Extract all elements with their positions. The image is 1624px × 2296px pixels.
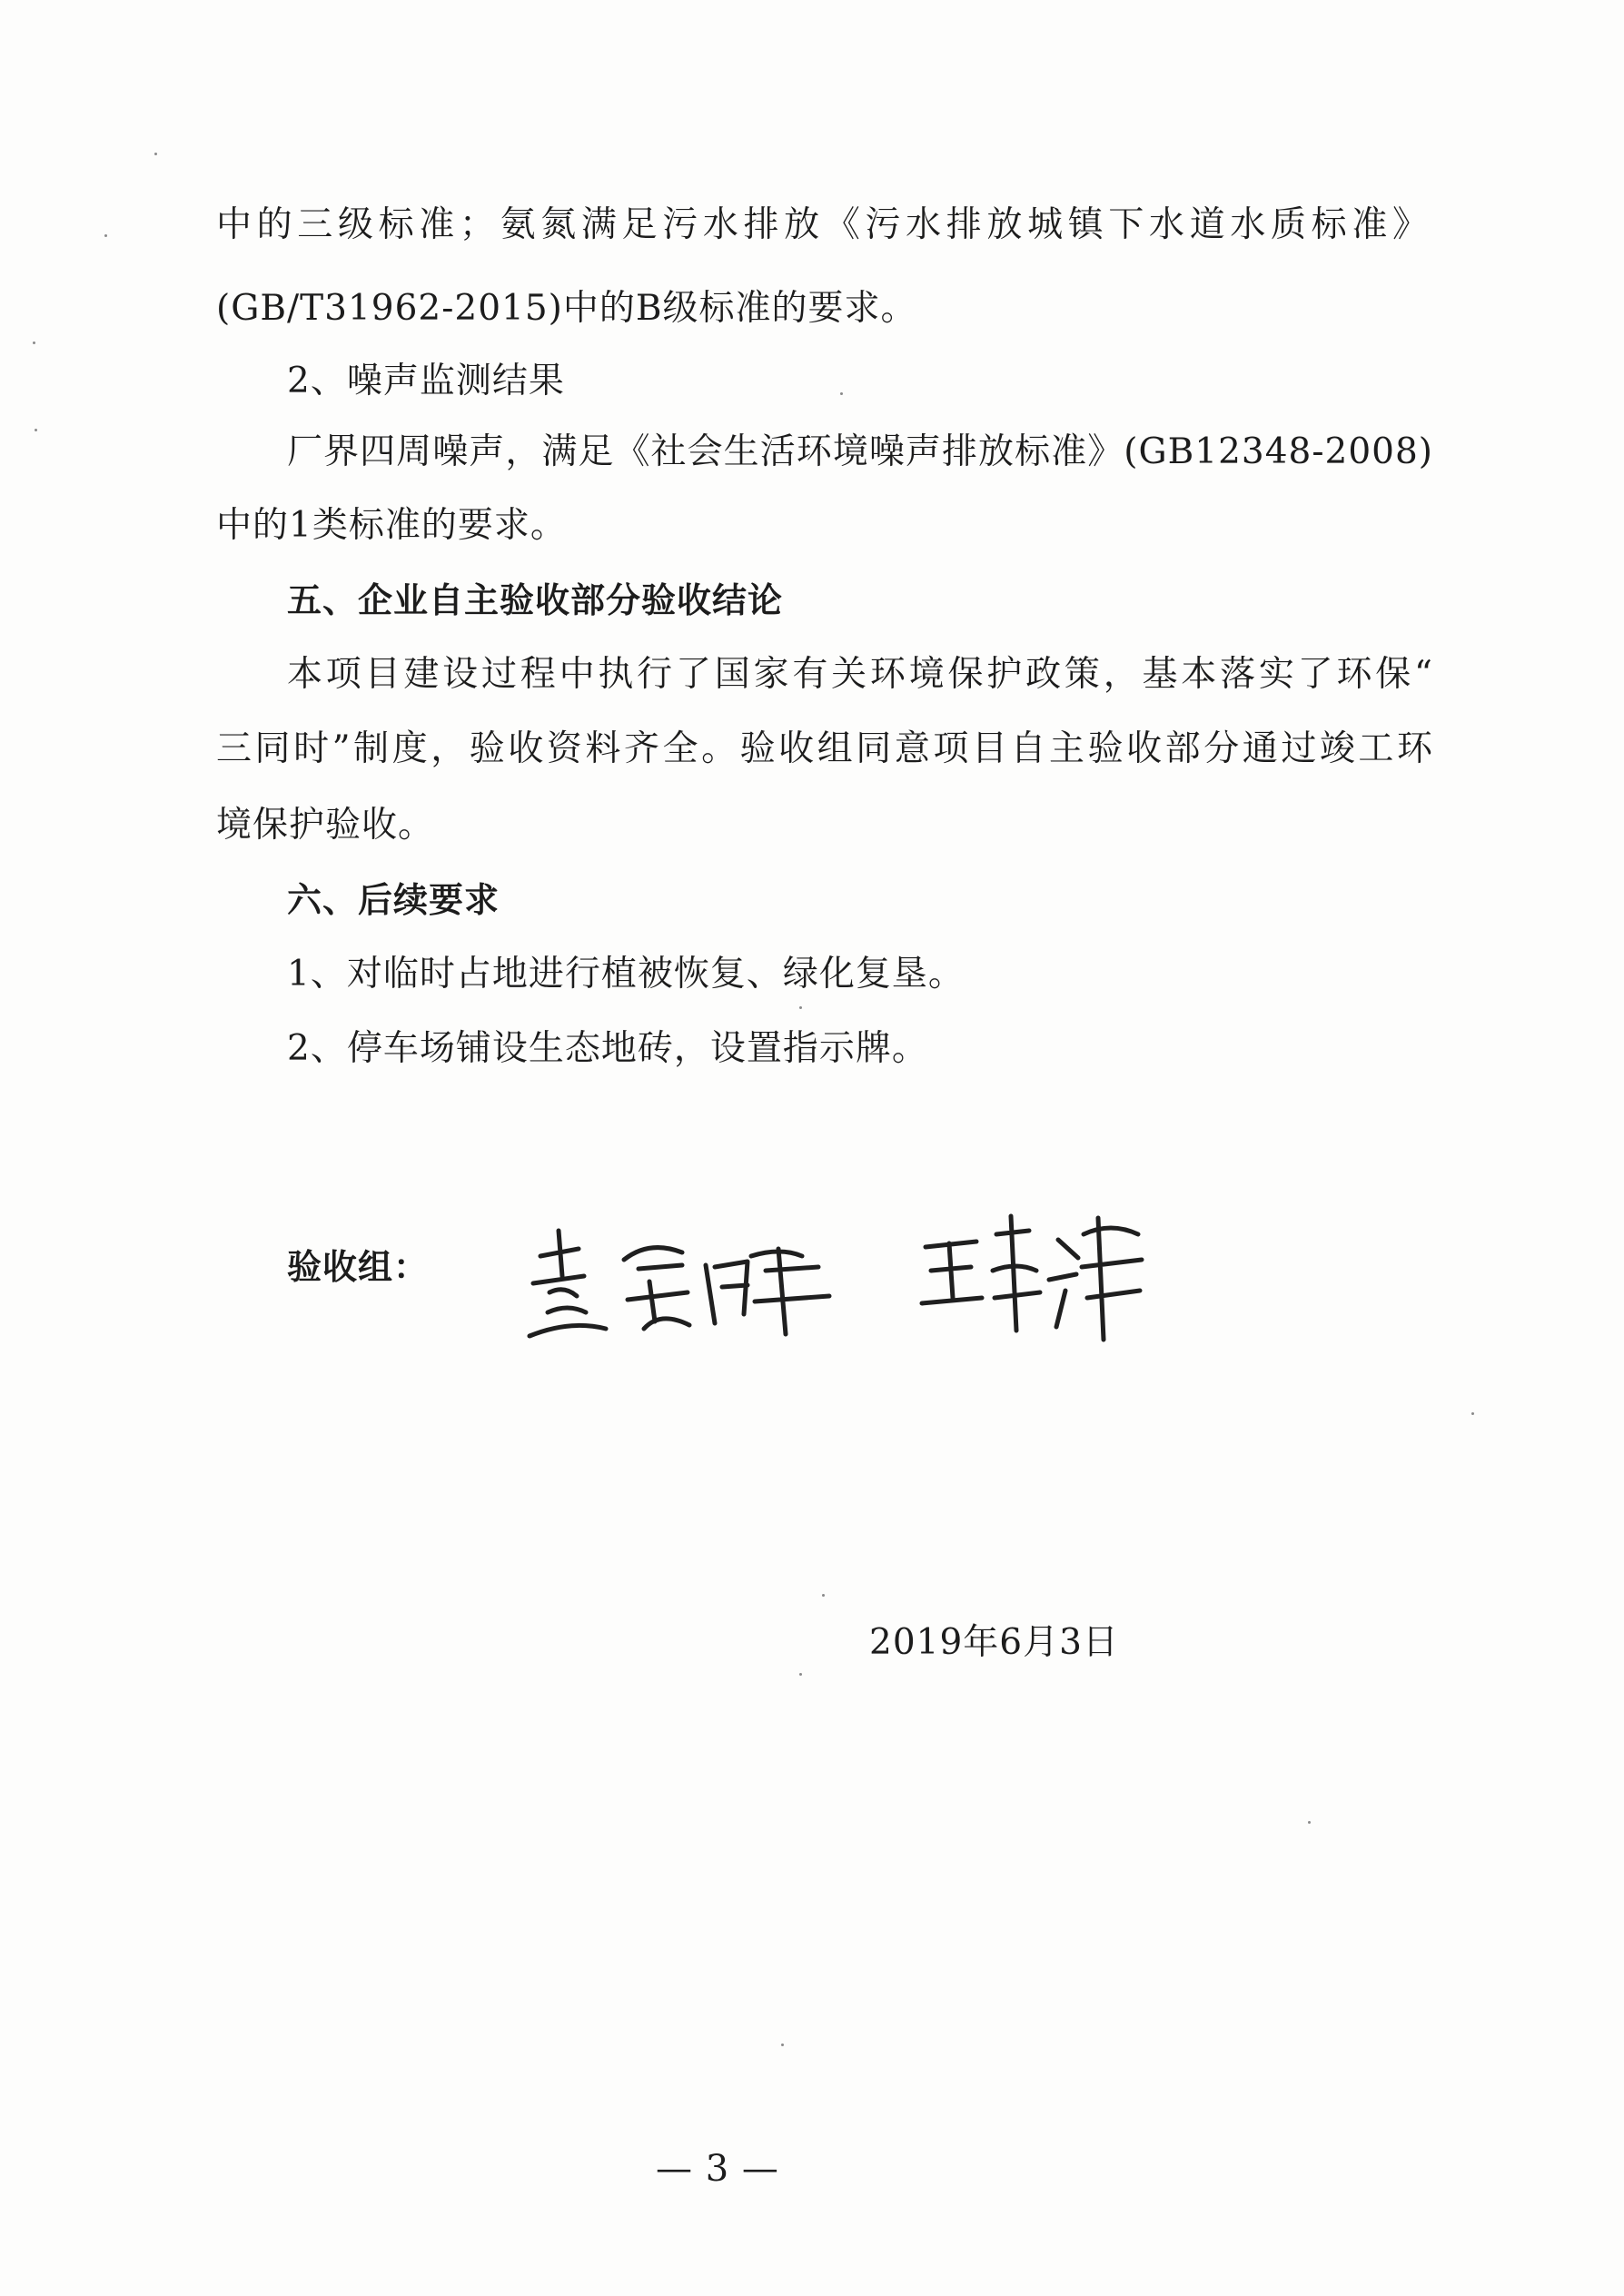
scan-speck [1471, 1412, 1474, 1415]
paragraph-line: (GB/T31962-2015)中的B级标准的要求。 [216, 288, 917, 329]
paragraph-line: 厂界四周噪声，满足《社会生活环境噪声排放标准》(GB12348-2008) [287, 431, 1433, 472]
subheading-noise: 2、噪声监测结果 [287, 361, 565, 401]
section-heading-6: 六、后续要求 [287, 880, 500, 920]
requirement-item: 2、停车场铺设生态地砖，设置指示牌。 [287, 1028, 928, 1069]
signature-2 [913, 1203, 1158, 1349]
scan-speck [840, 392, 843, 395]
scan-speck [822, 1594, 825, 1597]
page-number: — 3 — [656, 2148, 779, 2190]
acceptance-group-label: 验收组： [287, 1247, 430, 1287]
scan-speck [1308, 1821, 1311, 1824]
scan-speck [154, 153, 157, 155]
paragraph-line: 三同时”制度，验收资料齐全。验收组同意项目自主验收部分通过竣工环 [216, 728, 1433, 769]
signature-1 [522, 1212, 849, 1349]
scan-speck [799, 1673, 802, 1676]
scan-speck [781, 2044, 784, 2046]
requirement-item: 1、对临时占地进行植被恢复、绿化复垦。 [287, 954, 965, 995]
section-heading-5: 五、企业自主验收部分验收结论 [287, 580, 784, 620]
scan-speck [35, 429, 37, 431]
paragraph-line: 境保护验收。 [216, 805, 435, 846]
scan-speck [104, 234, 107, 237]
date: 2019年6月3日 [869, 1622, 1119, 1663]
paragraph-line: 本项目建设过程中执行了国家有关环境保护政策，基本落实了环保“ [287, 654, 1433, 695]
paragraph-line: 中的1类标准的要求。 [216, 505, 567, 546]
scan-speck [799, 1006, 802, 1009]
scan-speck [33, 341, 35, 344]
paragraph-line: 中的三级标准；氨氮满足污水排放《污水排放城镇下水道水质标准》 [216, 204, 1429, 245]
